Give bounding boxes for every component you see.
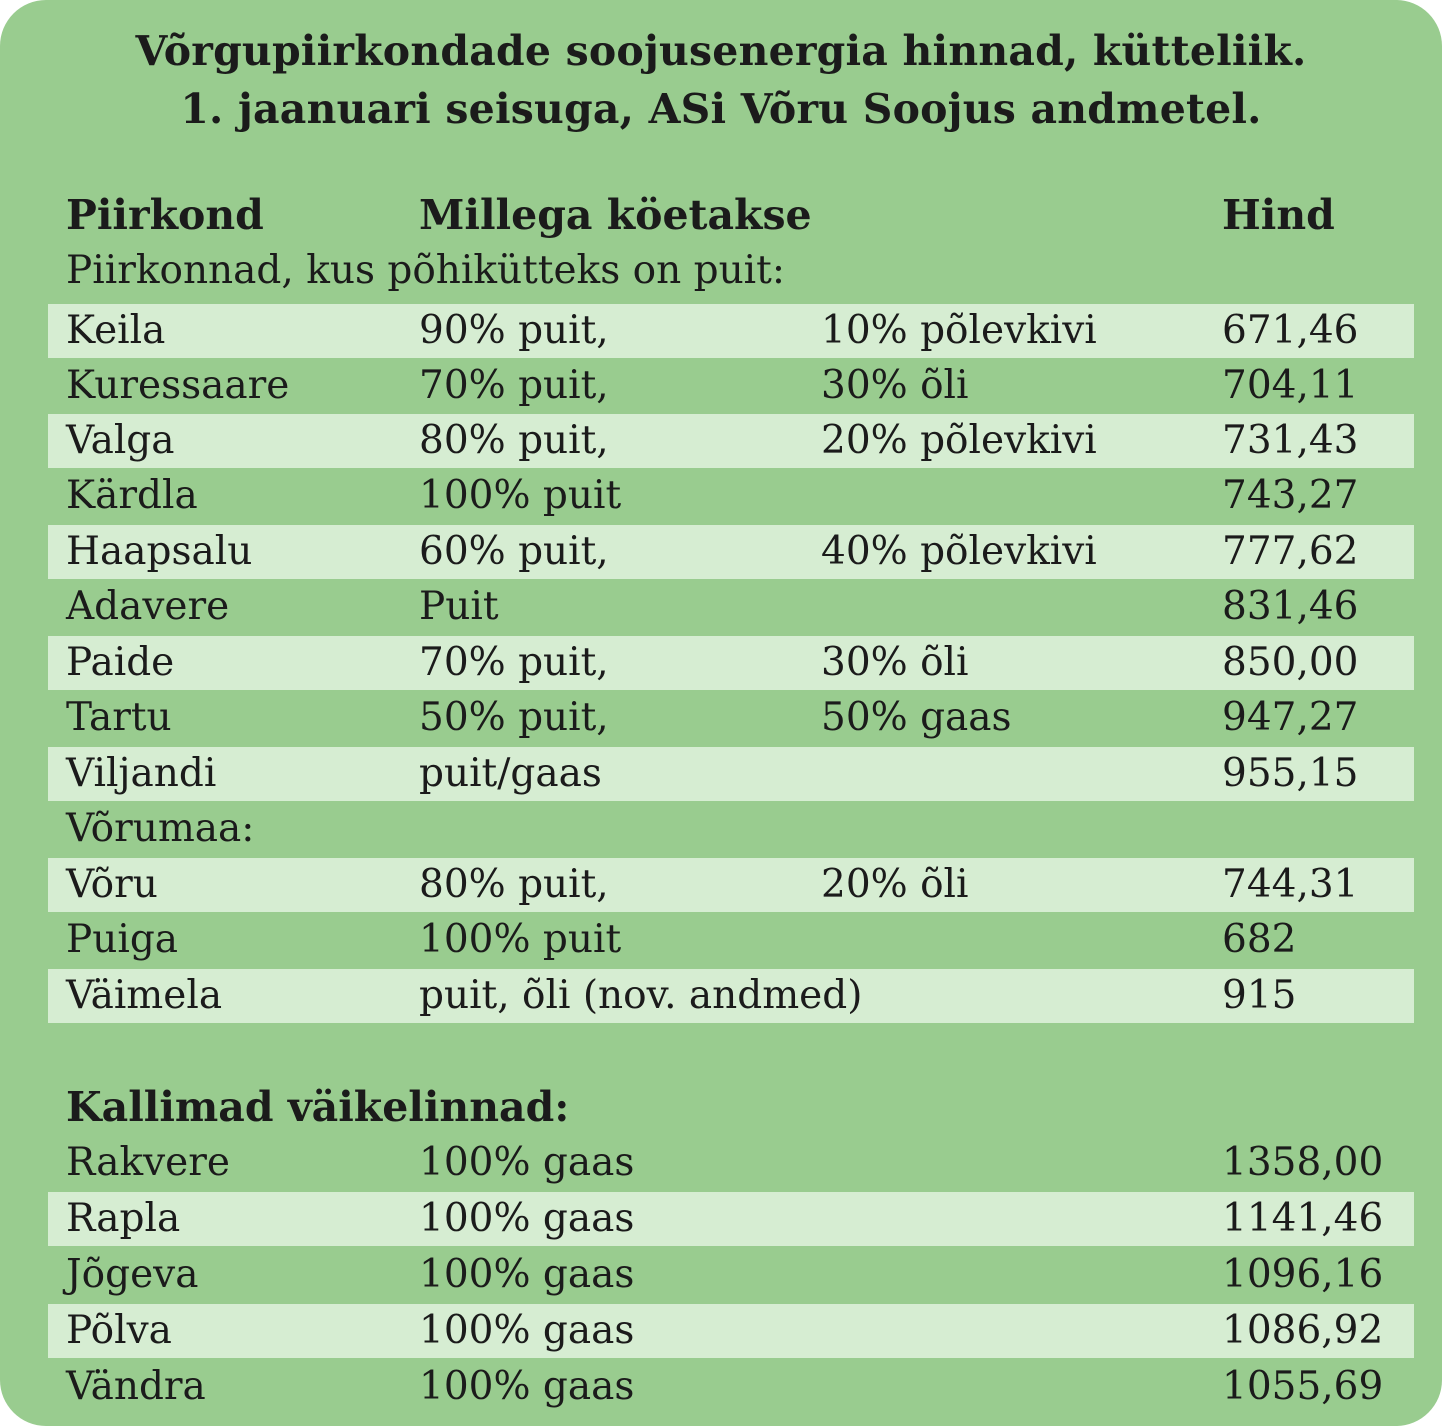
cell-region: Paide xyxy=(66,640,175,685)
cell-price: 1055,69 xyxy=(1222,1364,1384,1409)
cell-region: Väimela xyxy=(66,973,223,1018)
cell-fuel-primary: 80% puit, xyxy=(419,418,609,463)
table-row xyxy=(48,1136,1414,1190)
cell-fuel-secondary: 30% õli xyxy=(821,363,969,408)
cell-fuel-primary: 100% gaas xyxy=(419,1308,635,1353)
section-label-wood: Piirkonnad, kus põhikütteks on puit: xyxy=(66,248,785,293)
cell-price: 731,43 xyxy=(1222,418,1359,463)
table-row xyxy=(48,913,1414,967)
cell-price: 744,31 xyxy=(1222,862,1359,907)
table-row xyxy=(48,304,1414,358)
cell-region: Kuressaare xyxy=(66,363,290,408)
cell-price: 1141,46 xyxy=(1222,1196,1384,1241)
cell-price: 671,46 xyxy=(1222,308,1359,353)
cell-fuel-primary: 80% puit, xyxy=(419,862,609,907)
table-row xyxy=(48,1192,1414,1246)
cell-fuel-primary: puit/gaas xyxy=(419,751,602,796)
cell-fuel-primary: 100% gaas xyxy=(419,1364,635,1409)
cell-fuel-secondary: 40% põlevkivi xyxy=(821,529,1097,574)
cell-fuel-secondary: 20% põlevkivi xyxy=(821,418,1097,463)
cell-price: 955,15 xyxy=(1222,751,1359,796)
table-row xyxy=(48,747,1414,801)
cell-fuel-secondary: 50% gaas xyxy=(821,695,1012,740)
cell-region: Haapsalu xyxy=(66,529,253,574)
cell-price: 682 xyxy=(1222,917,1297,962)
cell-region: Puiga xyxy=(66,917,179,962)
cell-fuel-primary: 90% puit, xyxy=(419,308,609,353)
cell-fuel-primary: 70% puit, xyxy=(419,363,609,408)
cell-region: Keila xyxy=(66,308,166,353)
header-price: Hind xyxy=(1222,191,1335,239)
cell-fuel-primary: 100% puit xyxy=(419,473,622,518)
title-line-1: Võrgupiirkondade soojusenergia hinnad, kütteliik. xyxy=(135,27,1307,75)
cell-price: 831,46 xyxy=(1222,584,1359,629)
cell-region: Valga xyxy=(66,418,175,463)
table-row xyxy=(48,1248,1414,1302)
cell-price: 777,62 xyxy=(1222,529,1359,574)
header-region: Piirkond xyxy=(66,191,264,239)
table-row xyxy=(48,858,1414,912)
table-row xyxy=(48,580,1414,634)
cell-region: Rakvere xyxy=(66,1140,230,1185)
table-title xyxy=(0,22,1442,138)
cell-fuel-primary: 100% gaas xyxy=(419,1140,635,1185)
table-row xyxy=(48,636,1414,690)
header-fuel: Millega köetakse xyxy=(419,191,812,239)
section-label-voru: Võrumaa: xyxy=(66,806,255,851)
cell-fuel-primary: puit, õli (nov. andmed) xyxy=(419,973,863,1018)
cell-price: 915 xyxy=(1222,973,1297,1018)
cell-region: Kärdla xyxy=(66,473,198,518)
cell-region: Tartu xyxy=(66,695,172,740)
cell-fuel-primary: 100% puit xyxy=(419,917,622,962)
cell-fuel-secondary: 20% õli xyxy=(821,862,969,907)
cell-price: 1358,00 xyxy=(1222,1140,1384,1185)
section-label-expensive: Kallimad väikelinnad: xyxy=(66,1083,570,1131)
title-line-2: 1. jaanuari seisuga, ASi Võru Soojus andmetel. xyxy=(180,85,1262,133)
cell-fuel-primary: 60% puit, xyxy=(419,529,609,574)
column-headers xyxy=(48,188,1414,242)
cell-price: 743,27 xyxy=(1222,473,1359,518)
table-row xyxy=(48,1360,1414,1414)
cell-region: Põlva xyxy=(66,1308,172,1353)
cell-region: Rapla xyxy=(66,1196,181,1241)
table-row xyxy=(48,359,1414,413)
cell-fuel-secondary: 30% õli xyxy=(821,640,969,685)
cell-fuel-primary: 70% puit, xyxy=(419,640,609,685)
cell-fuel-secondary: 10% põlevkivi xyxy=(821,308,1097,353)
cell-fuel-primary: Puit xyxy=(419,584,499,629)
cell-region: Viljandi xyxy=(66,751,217,796)
cell-region: Võru xyxy=(66,862,158,907)
cell-region: Jõgeva xyxy=(66,1252,199,1297)
cell-price: 1096,16 xyxy=(1222,1252,1384,1297)
table-row xyxy=(48,525,1414,579)
cell-price: 850,00 xyxy=(1222,640,1359,685)
cell-region: Adavere xyxy=(66,584,230,629)
cell-region: Vändra xyxy=(66,1364,206,1409)
table-row xyxy=(48,469,1414,523)
table-row xyxy=(48,691,1414,745)
cell-fuel-primary: 100% gaas xyxy=(419,1196,635,1241)
cell-price: 704,11 xyxy=(1222,363,1359,408)
cell-fuel-primary: 50% puit, xyxy=(419,695,609,740)
table-row xyxy=(48,1304,1414,1358)
cell-price: 947,27 xyxy=(1222,695,1359,740)
table-row xyxy=(48,969,1414,1023)
cell-fuel-primary: 100% gaas xyxy=(419,1252,635,1297)
cell-price: 1086,92 xyxy=(1222,1308,1384,1353)
table-row xyxy=(48,414,1414,468)
